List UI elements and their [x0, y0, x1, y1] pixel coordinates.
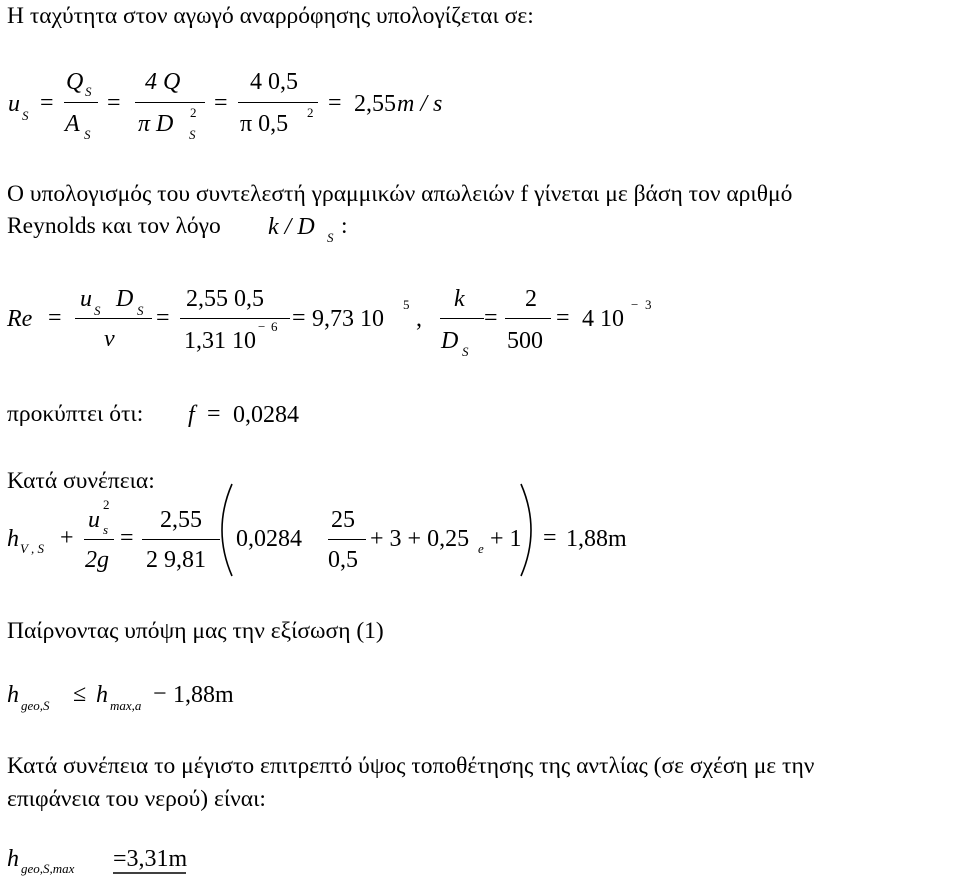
eq2-f4-den: 500	[507, 328, 543, 354]
eq3-f: f	[188, 402, 195, 428]
eq5-le: ≤	[73, 681, 87, 707]
eq1-f1-num: Q	[66, 69, 84, 95]
eq2-equals-5: =	[556, 305, 570, 331]
eq2-equals-2: =	[156, 305, 170, 331]
eq1-f2-den-sub: S	[189, 127, 196, 142]
eq2-f2-den-minus: −	[258, 319, 266, 334]
eq2-comma: ,	[416, 306, 422, 332]
consequence-text: Κατά συνέπεια:	[7, 468, 155, 494]
eq1-equals-2: =	[107, 90, 121, 116]
equation-ref-text: Παίρνοντας υπόψη μας την εξίσωση (1)	[7, 618, 384, 644]
eq5-h2: h	[96, 682, 108, 708]
eq1-lhs-sub: S	[22, 108, 29, 123]
eq1-equals-4: =	[328, 90, 342, 116]
left-paren	[222, 484, 232, 576]
eq1-f2-den: π D	[138, 111, 174, 137]
eq4-u-sup: 2	[103, 497, 110, 512]
eq4-plus: +	[60, 525, 74, 551]
eq2-f1-den: ν	[104, 326, 115, 352]
eq3-equals: =	[207, 401, 221, 427]
eq4-f-den: 0,5	[328, 547, 358, 573]
eq5-minus: −	[153, 681, 167, 707]
eq1-f2-den-sup: 2	[190, 105, 197, 120]
eq2-f3-den: D	[441, 328, 459, 354]
eq1-equals-1: =	[40, 90, 54, 116]
eq4-a: 0,0284	[236, 526, 302, 552]
eq4-h-sub: V , S	[20, 541, 44, 556]
eq1-lhs: u	[8, 91, 20, 117]
eq2-f3-den-sub: S	[462, 344, 469, 359]
eq2-f2-den-exp: 6	[271, 319, 278, 334]
eq5-val: 1,88m	[173, 682, 234, 708]
eq4-rest: + 3 + 0,25	[370, 526, 470, 552]
eq2-val-exp: 5	[403, 297, 410, 312]
ratio-k-ds-sub: S	[327, 230, 334, 245]
eq1-f3-den-sup: 2	[307, 105, 314, 120]
eq4-result: 1,88m	[566, 526, 627, 552]
eq4-num2: 2,55	[160, 507, 202, 533]
eq4-u-sub: s	[103, 522, 109, 537]
eq2-equals-4: =	[484, 305, 498, 331]
eq1-f1-num-sub: S	[85, 84, 92, 99]
intro-text: Η ταχύτητα στον αγωγό αναρρόφησης υπολογίζεται σε:	[7, 3, 534, 29]
eq1-f3-num: 4 0,5	[250, 69, 298, 95]
eq3-val: 0,0284	[233, 402, 299, 428]
eq6-h: h	[7, 846, 19, 872]
eq1-result: 2,55	[354, 91, 396, 117]
ratio-k-ds: k / D	[268, 214, 315, 240]
eq6-h-sub: geo,S,max	[21, 861, 75, 876]
right-paren	[521, 484, 531, 576]
eq5-h2-sub: max,a	[110, 698, 142, 713]
eq5-h: h	[7, 682, 19, 708]
eq2-val: 9,73 10	[312, 306, 384, 332]
eq2-f2-num: 2,55 0,5	[186, 286, 264, 312]
eq2-equals-1: =	[48, 305, 62, 331]
eq1-equals-3: =	[214, 90, 228, 116]
eq2-f1-num-u-sub: S	[94, 303, 101, 318]
eq2-f1-num-u: u	[80, 286, 92, 312]
max-height-text-2: επιφάνεια του νερού) είναι:	[7, 786, 266, 812]
eq4-h: h	[7, 526, 19, 552]
max-height-text-1: Κατά συνέπεια το μέγιστο επιτρεπτό ύψος τοποθέτησης της αντλίας (σε σχέση με την	[7, 753, 815, 779]
eq1-f1-den: A	[65, 111, 80, 137]
eq4-plus1: + 1	[490, 526, 522, 552]
eq1-f1-den-sub: S	[84, 127, 91, 142]
reynolds-text-label: Reynolds και τον λόγο	[7, 213, 221, 239]
eq2-f4-num: 2	[525, 286, 537, 312]
eq2-res: 4 10	[582, 306, 624, 332]
eq4-equals-1: =	[120, 525, 134, 551]
eq4-f-num: 25	[331, 507, 355, 533]
eq2-f1-num-d-sub: S	[137, 303, 144, 318]
eq2-res-exp: 3	[645, 297, 652, 312]
eq2-f2-den: 1,31 10	[184, 328, 256, 354]
eq2-f1-num-d: D	[116, 286, 134, 312]
eq2-re: Re	[7, 306, 33, 332]
eq4-rest-sub: e	[478, 541, 484, 556]
eq2-f3-num: k	[454, 286, 465, 312]
eq1-f2-num: 4 Q	[145, 69, 181, 95]
result-intro-text: προκύπτει ότι:	[7, 401, 144, 427]
eq5-h-sub: geo,S	[21, 698, 50, 713]
ratio-colon: :	[341, 213, 348, 239]
eq1-result-unit: m / s	[397, 91, 443, 117]
eq1-f3-den: π 0,5	[240, 111, 289, 137]
eq6-val: =3,31m	[113, 846, 188, 872]
eq4-equals-2: =	[543, 525, 557, 551]
eq4-den: 2g	[85, 547, 109, 573]
friction-factor-text: Ο υπολογισμός του συντελεστή γραμμικών απωλειών f γίνεται με βάση τον αριθμό	[7, 181, 793, 207]
eq2-equals-3: =	[292, 305, 306, 331]
eq2-res-minus: −	[631, 297, 639, 312]
eq4-u: u	[88, 507, 100, 533]
eq4-den2: 2 9,81	[146, 547, 206, 573]
